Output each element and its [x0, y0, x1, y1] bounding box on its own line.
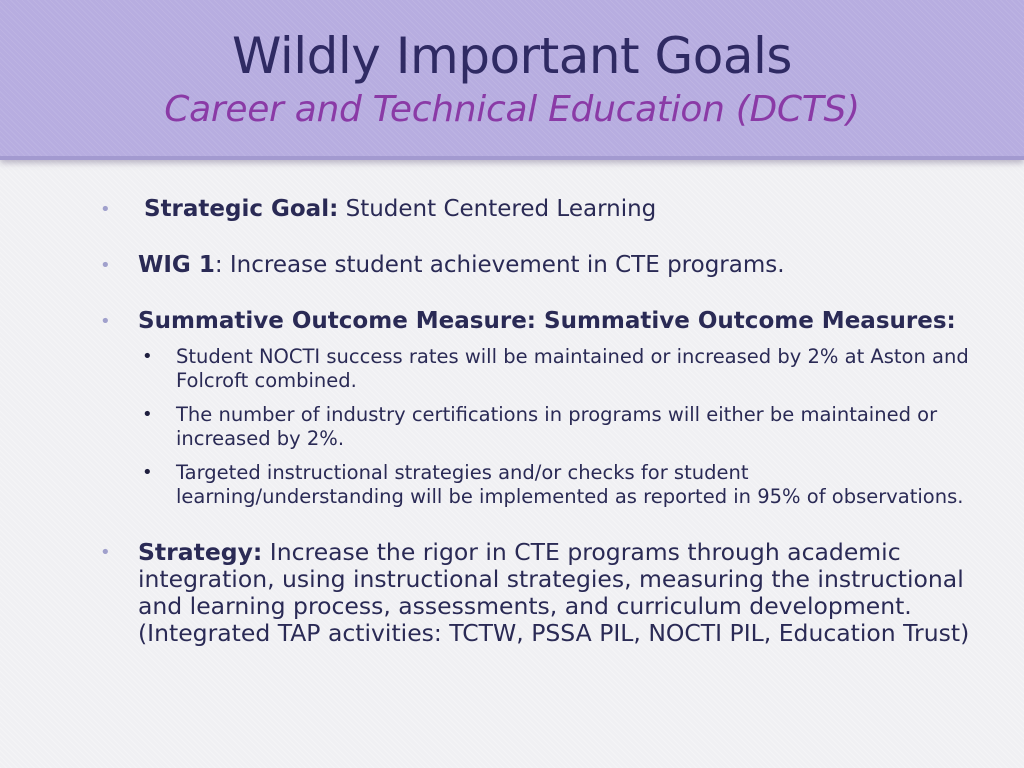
- slide-title: Wildly Important Goals: [232, 27, 792, 85]
- bullet-icon: •: [142, 346, 153, 367]
- bullet-summative-measures: [100, 308, 980, 509]
- list-item-text: Targeted instructional strategies and/or checks for student learning/understanding will be implemented as reported in 95% of observations.: [176, 461, 964, 508]
- bullet-label: Summative Outcome Measure: Summative Outcome Measures:: [138, 308, 956, 334]
- list-item: [138, 461, 980, 509]
- bullet-label: Strategic Goal:: [144, 196, 339, 222]
- list-item-text: Student NOCTI success rates will be maintained or increased by 2% at Aston and Folcroft combined.: [176, 345, 969, 392]
- bullet-strategic-goal: [100, 196, 980, 223]
- bullet-label: Strategy:: [138, 538, 263, 566]
- bullet-wig: [100, 252, 980, 279]
- bullet-text: Increase the rigor in CTE programs through academic integration, using instructional strategies, measuring the instructional and learning process, assessments, and curriculum development. (Integrated TAP activities: TCTW, PSSA PIL, NOCTI PIL, Education Trust): [138, 538, 970, 647]
- bullet-icon: •: [100, 199, 111, 220]
- bullet-text: : Increase student achievement in CTE programs.: [214, 252, 785, 278]
- bullet-label: WIG 1: [138, 252, 215, 278]
- list-item: [138, 403, 980, 451]
- slide-body: [100, 196, 980, 676]
- bullet-icon: •: [100, 542, 111, 563]
- bullet-icon: •: [142, 404, 153, 425]
- bullet-strategy: [100, 539, 980, 647]
- bullet-text: Student Centered Learning: [338, 196, 657, 222]
- list-item: [138, 345, 980, 393]
- measures-list: [138, 345, 980, 509]
- list-item-text: The number of industry certifications in programs will either be maintained or increased by 2%.: [176, 403, 938, 450]
- bullet-icon: •: [100, 311, 111, 332]
- slide-subtitle: Career and Technical Education (DCTS): [164, 89, 860, 130]
- title-band: [0, 0, 1024, 160]
- bullet-icon: •: [142, 462, 153, 483]
- bullet-icon: •: [100, 255, 111, 276]
